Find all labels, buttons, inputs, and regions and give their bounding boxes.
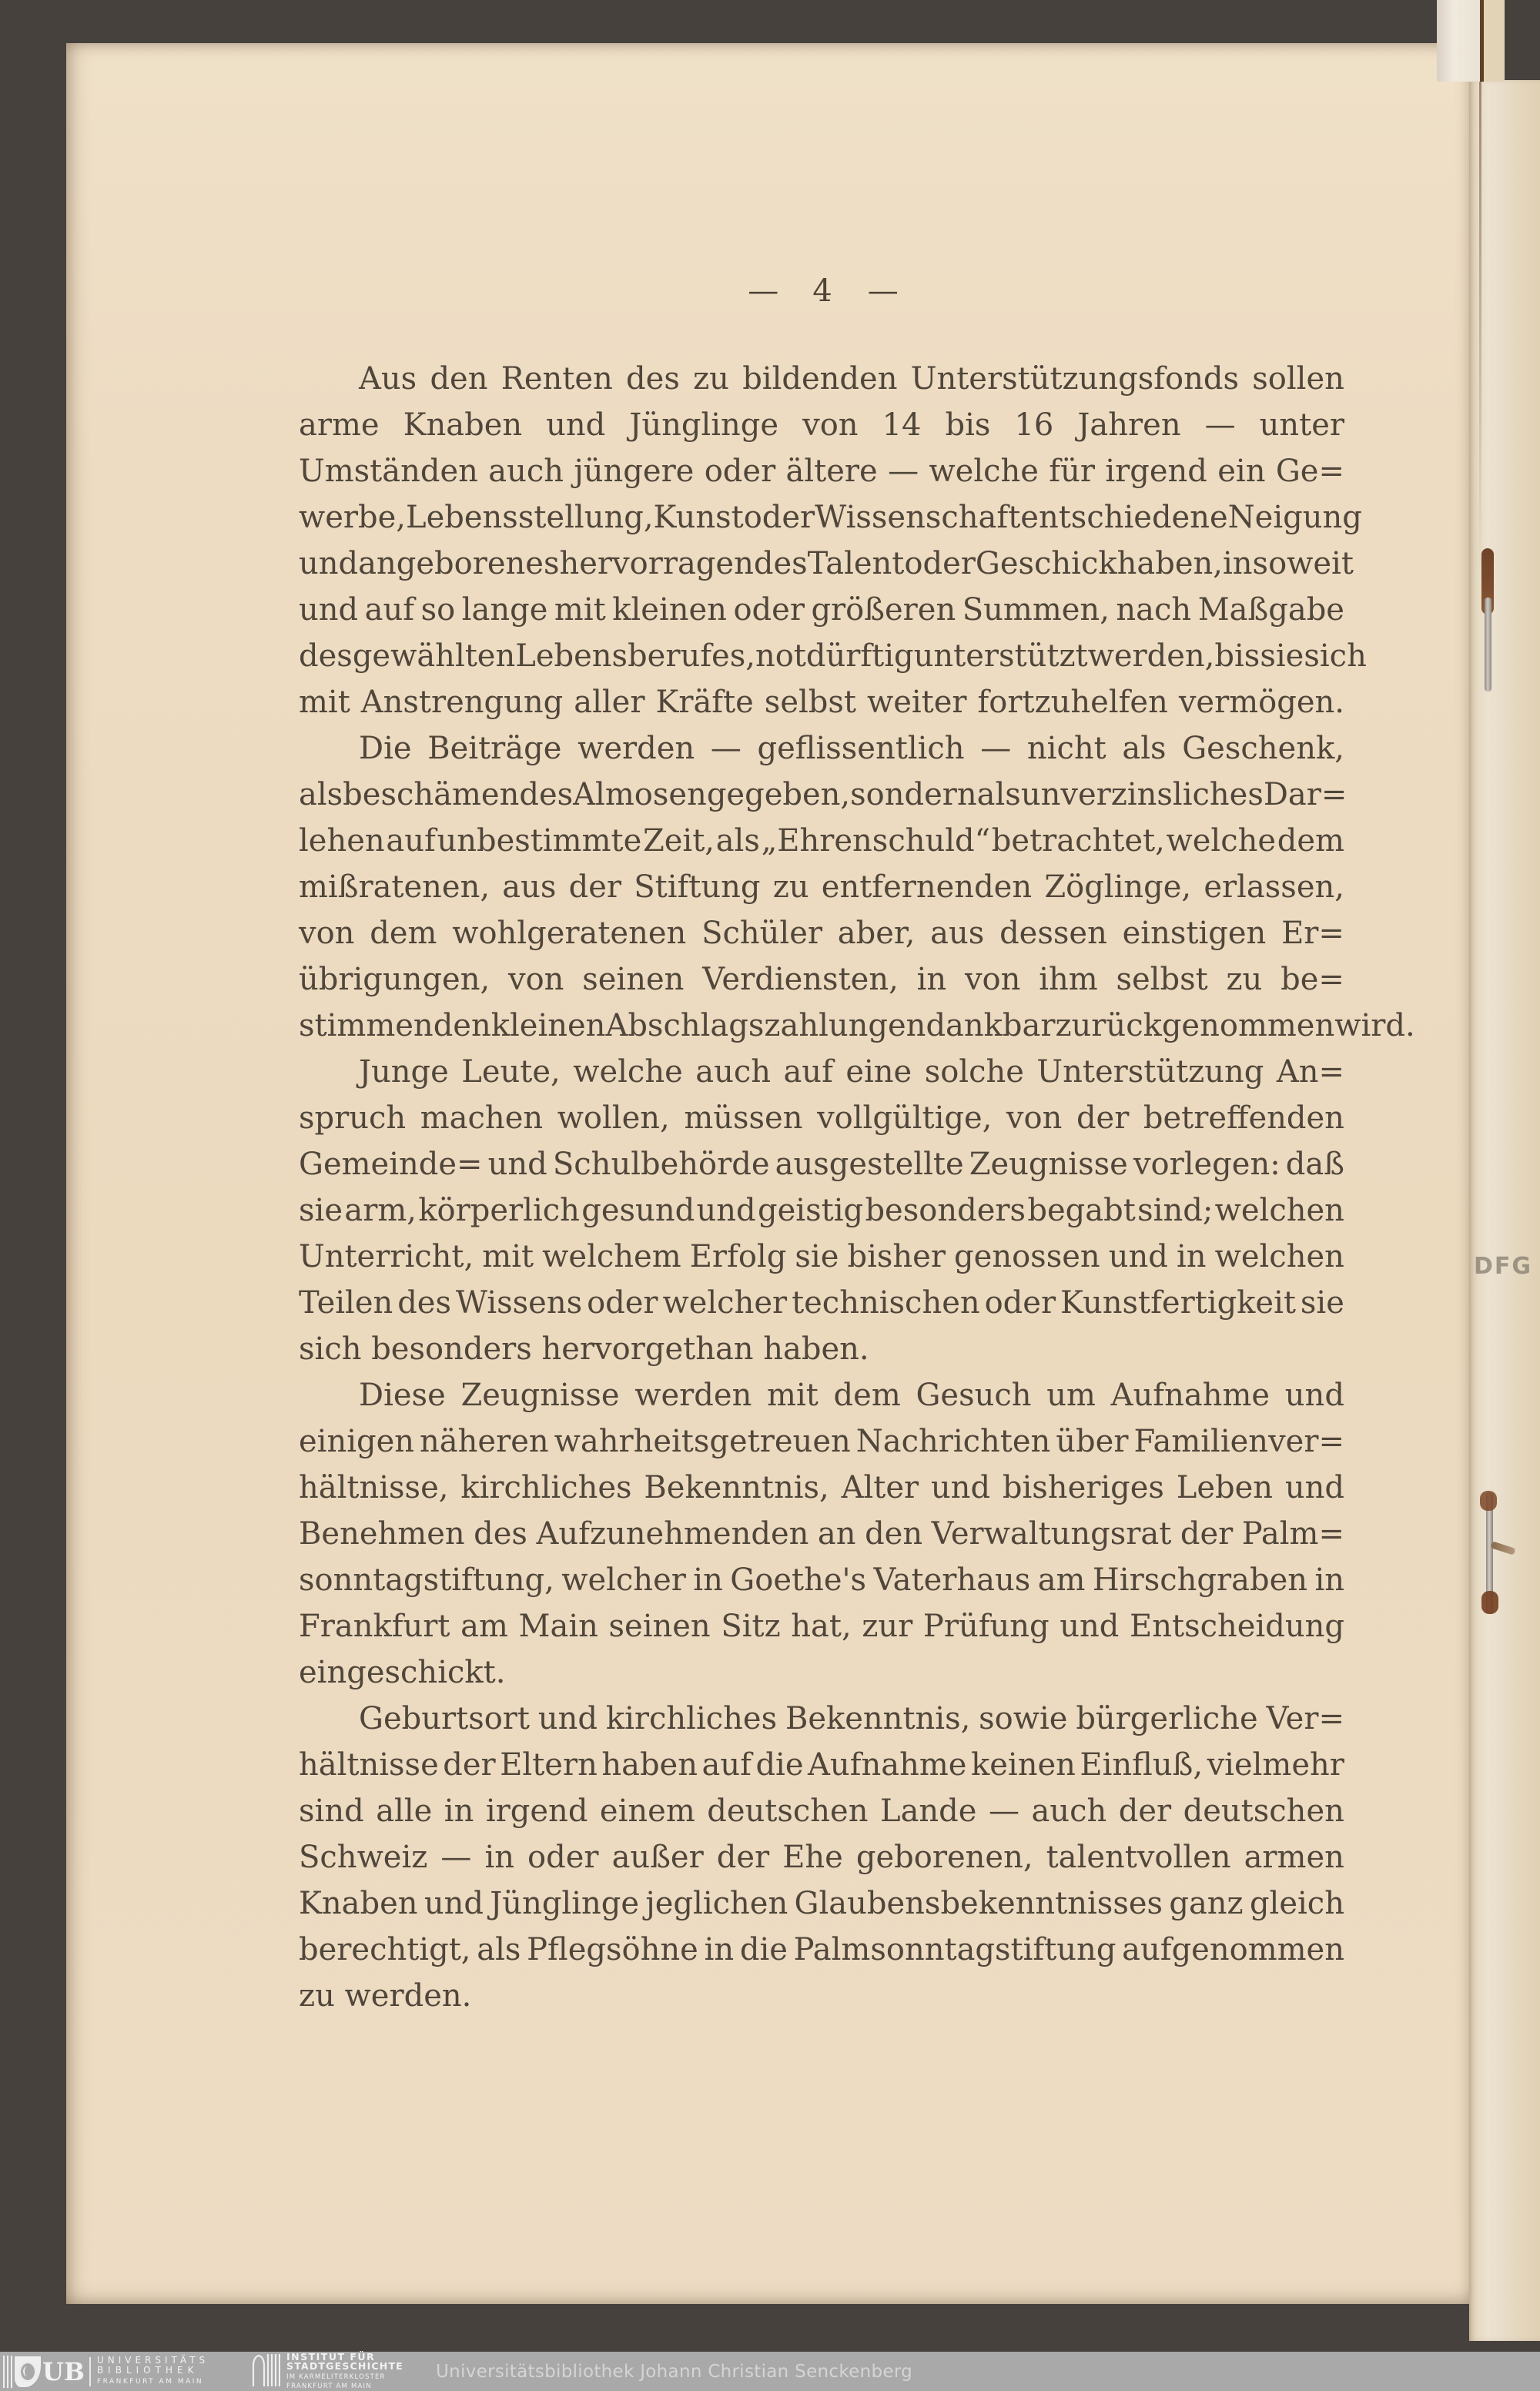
text-line: Gemeinde= und Schulbehörde ausgestellte Zeugnisse vorlegen: daß [299,1147,1344,1182]
text-line: und auf so lange mit kleinen oder größeren Summen, nach Maßgabe [299,592,1344,628]
text-line: hältnisse der Eltern haben auf die Aufnahme keinen Einfluß, vielmehr [299,1747,1344,1783]
text-block [299,356,1415,2019]
ifs-logo [246,2351,403,2390]
ifs-line4: FRANKFURT AM MAIN [286,2383,372,2390]
ub-line3: FRANKFURT AM MAIN [96,2378,204,2386]
binding-crease [1479,80,1481,573]
ub-logo-bars-icon [3,2356,12,2388]
karmeliterkloster-arch-icon [246,2354,280,2389]
binding-tape [1437,0,1480,82]
text-line: Unterricht, mit welchem Erfolg sie bisher genossen und in welchen [299,1239,1344,1274]
staple-rust [1481,1591,1498,1614]
text-line: und angeborenes hervorragendes Talent oder Geschick haben, insoweit [299,546,1354,581]
ifs-line2: STADTGESCHICHTE [286,2360,403,2372]
text-line: mißratenen, aus der Stiftung zu entfernenden Zöglinge, erlassen, [299,869,1344,905]
goethe-head-icon [15,2356,41,2387]
staple-rust [1480,1491,1497,1511]
text-line: mit Anstrengung aller Kräfte selbst weiter fortzuhelfen vermögen. [299,685,1344,720]
ub-logo-text [97,2356,209,2387]
ub-separator [89,2357,91,2386]
text-line: Die Beiträge werden — geflissentlich — nicht als Geschenk, [359,731,1344,766]
text-line: von dem wohlgeratenen Schüler aber, aus dessen einstigen Er= [299,916,1344,951]
staple-top [1478,548,1498,695]
text-line: Geburtsort und kirchliches Bekenntnis, sowie bürgerliche Ver= [359,1701,1344,1736]
text-line: Schweiz — in oder außer der Ehe geborenen, talentvollen armen [299,1840,1344,1875]
text-line: berechtigt, als Pflegsöhne in die Palmsonntagstiftung aufgenommen [299,1932,1344,1967]
text-line: lehen auf unbestimmte Zeit, als „Ehrenschuld“ betrachtet, welche dem [299,823,1344,859]
text-line: Benehmen des Aufzunehmenden an den Verwaltungsrat der Palm= [299,1516,1344,1552]
text-line: Diese Zeugnisse werden mit dem Gesuch um Aufnahme und [359,1378,1344,1413]
text-line: Umständen auch jüngere oder ältere — welche für irgend ein Ge= [299,454,1344,489]
ifs-logo-text [286,2352,403,2391]
text-line: sonntagstiftung, welcher in Goethe's Vaterhaus am Hirschgraben in [299,1562,1344,1598]
text-line: zu werden. [299,1978,472,2014]
text-line: sind alle in irgend einem deutschen Lande — auch der deutschen [299,1793,1344,1829]
text-line: des gewählten Lebensberufes, notdürftig unterstützt werden, bis sie sich [299,638,1367,674]
text-line: Junge Leute, welche auch auf eine solche Unterstützung An= [359,1054,1344,1090]
folio-left-dash: — [748,273,778,309]
text-line: einigen näheren wahrheitsgetreuen Nachrichten über Familienver= [299,1424,1344,1459]
ub-line1: UNIVERSITÄTS [96,2355,209,2366]
text-line: arme Knaben und Jünglinge von 14 bis 16 Jahren — unter [299,407,1344,443]
ub-abbr: UB [42,2356,85,2386]
text-line: spruch machen wollen, müssen vollgültige, von der betreffenden [299,1100,1344,1136]
text-line: sie arm, körperlich gesund und geistig besonders begabt sind; welchen [299,1193,1344,1228]
page-number-header [300,271,1344,311]
ifs-line1: INSTITUT FÜR [286,2351,376,2363]
folio-right-dash: — [867,273,897,309]
staple-bottom [1480,1485,1517,1617]
text-line: als beschämendes Almosen gegeben, sondern als unverzinsliches Dar= [299,777,1348,812]
text-line: übrigungen, von seinen Verdiensten, in von ihm selbst zu be= [299,962,1344,997]
text-line: Knaben und Jünglinge jeglichen Glaubensbekenntnisses ganz gleich [299,1886,1344,1921]
text-line: hältnisse, kirchliches Bekenntnis, Alter und bisheriges Leben und [299,1470,1344,1505]
staple-metal [1485,598,1491,692]
dfg-watermark: DFG [1474,1253,1533,1280]
text-line: Frankfurt am Main seinen Sitz hat, zur Prüfung und Entscheidung [299,1609,1344,1644]
credit-bar [0,2352,1540,2391]
ub-logo [3,2354,209,2389]
text-line: Teilen des Wissens oder welcher technischen oder Kunstfertigkeit sie [299,1285,1344,1321]
staple-leg [1490,1541,1515,1555]
binding-tape-edge [1484,0,1505,82]
text-line: stimmenden kleinen Abschlagszahlungen dankbar zurückgenommen wird. [299,1008,1415,1043]
text-line: eingeschickt. [299,1655,506,1690]
page-number: 4 [812,273,832,309]
text-line: werbe, Lebensstellung, Kunst oder Wissenschaft entschiedene Neigung [299,500,1362,535]
ub-line2: BIBLIOTHEK [96,2365,199,2376]
ifs-line3: IM KARMELITERKLOSTER [286,2373,386,2381]
text-line: sich besonders hervorgethan haben. [299,1331,869,1367]
text-line: Aus den Renten des zu bildenden Unterstützungsfonds sollen [359,361,1344,397]
library-name: Universitätsbibliothek Johann Christian Senckenberg [436,2361,913,2382]
